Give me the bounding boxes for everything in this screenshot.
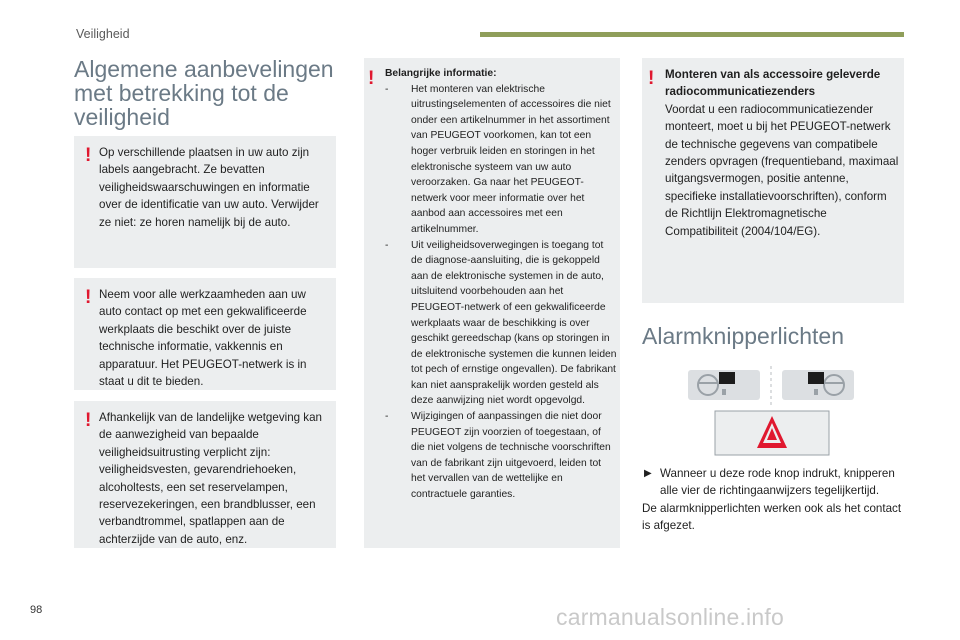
radio-title: Monteren van als accessoire geleverde radiocommunicatiezenders: [665, 68, 881, 99]
page-number: 98: [30, 604, 43, 616]
list-dash: -: [385, 239, 389, 251]
list-dash: -: [385, 83, 389, 95]
list-item-text: Uit veiligheidsoverwegingen is toegang tot de diagnose-aansluiting, die is gekoppeld aan de elektronische systemen in de auto, uitsluitend voorbehouden aan het PEUGEOT-netwerk of een gekwalificeerde werkplaats waar de beschikking is over geschikt gereedschap (kans op storingen in de elektronische systemen die kunnen leiden tot pech of ernstige ongevallen). De fabrikant kan niet aansprakelijk worden gesteld als deze aanwijzing niet wordt opgevolgd.: [411, 239, 617, 407]
important-info-title: Belangrijke informatie:: [385, 68, 497, 79]
warning-exclamation-icon: !: [85, 287, 92, 308]
alarm-description: [642, 465, 904, 535]
list-dash: -: [385, 411, 389, 423]
warning-box-legislation: [74, 401, 336, 548]
warning-exclamation-icon: !: [368, 68, 375, 89]
warning-text: Op verschillende plaatsen in uw auto zijn labels aangebracht. Ze bevatten veiligheidswaarschuwingen en informatie over de identificatie van uw auto. Verwijder ze niet: ze horen namelijk bij de auto.: [99, 146, 319, 229]
dashboard-illustration: [686, 364, 856, 456]
important-list-item: [385, 409, 617, 503]
warning-box-labels: [74, 136, 336, 268]
page-title: Algemene aanbevelingen met betrekking tot de veiligheid: [74, 56, 334, 130]
radio-transmitter-box: [642, 58, 904, 303]
important-info-content: [385, 66, 617, 503]
important-list-item: [385, 238, 617, 410]
alarm-note: De alarmknipperlichten werken ook als het contact is afgezet.: [642, 501, 902, 533]
radio-content: [665, 66, 899, 240]
dashboard-right-hand-drive: [782, 370, 854, 400]
section-label: Veiligheid: [76, 27, 130, 41]
important-list-item: [385, 82, 617, 238]
watermark-text: carmanualsonline.info: [556, 604, 784, 630]
alarm-bullet: [642, 465, 904, 500]
list-item-text: Wijzigingen of aanpassingen die niet door PEUGEOT zijn voorzien of toegestaan, of die niet volgens de technische voorschriften van de fabrikant zijn uitgevoerd, leiden tot het vervallen van de wettelijke en contractuele garanties.: [411, 411, 611, 501]
important-info-box: [364, 58, 620, 548]
warning-exclamation-icon: !: [85, 410, 92, 431]
warning-text: Neem voor alle werkzaamheden aan uw auto contact op met een gekwalificeerde werkplaats die beschikt over de juiste technische informatie, vakkennis en apparatuur. Het PEUGEOT-netwerk is in staat u dit te bieden.: [99, 288, 307, 389]
hazard-button-icon: [715, 411, 829, 455]
arrow-right-icon: ▶: [644, 468, 652, 479]
warning-exclamation-icon: !: [85, 145, 92, 166]
warning-text: Afhankelijk van de landelijke wetgeving kan de aanwezigheid van bepaalde veiligheidsuitrusting verplicht zijn: veiligheidsvesten, gevarendriehoeken, alcoholtests, een set reservelampen, reservezekeringen, een brandblusser, een verbandtrommel, spatlappen aan de achterzijde van de auto, enz.: [99, 411, 322, 546]
alarm-section-title: Alarmknipperlichten: [642, 323, 844, 349]
warning-box-workshop: [74, 278, 336, 390]
alarm-bullet-text: Wanneer u deze rode knop indrukt, knipperen alle vier de richtingaanwijzers tegelijkertijd.: [660, 467, 895, 498]
dashboard-left-hand-drive: [688, 370, 760, 400]
header-rule: [480, 32, 904, 37]
warning-exclamation-icon: !: [648, 68, 655, 89]
list-item-text: Het monteren van elektrische uitrustingselementen of accessoires die niet onder een artikelnummer in het assortiment van PEUGEOT voorkomen, kan tot een hoger verbruik leiden en storingen in het elektronische systeem van uw auto veroorzaken. Ga naar het PEUGEOT-netwerk voor meer informatie over het aanbod aan accessoires met een artikelnummer.: [411, 83, 611, 235]
radio-text: Voordat u een radiocommunicatiezender monteert, moet u bij het PEUGEOT-netwerk de technische gegevens van compatibele zenders opvragen (frequentieband, maximaal uitgangsvermogen, positie antenne, specifieke installatievoorschriften), conform de Richtlijn Elektromagnetische Compatibiliteit (2004/104/EG).: [665, 102, 899, 238]
